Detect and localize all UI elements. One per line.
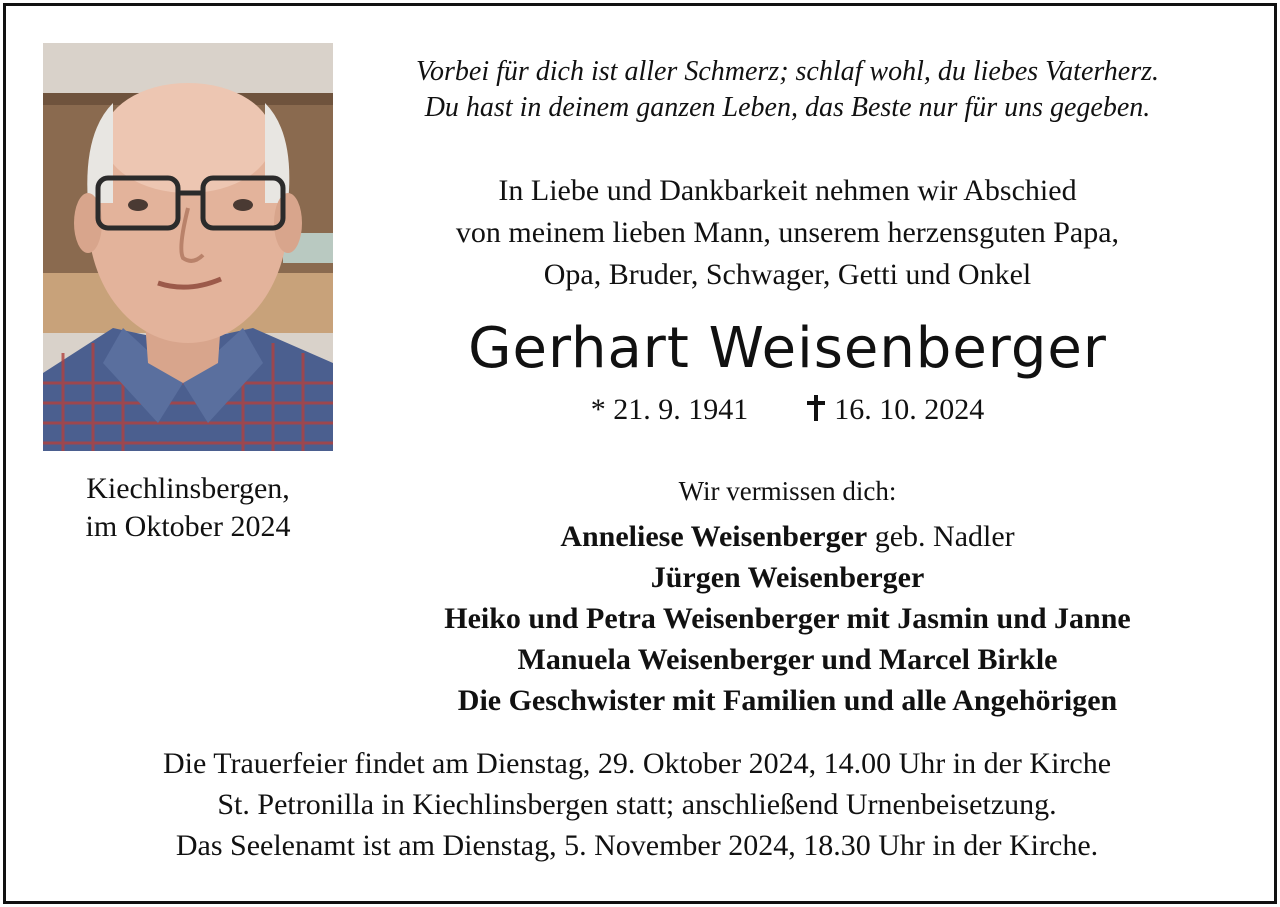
portrait-photo bbox=[43, 43, 333, 451]
family-member: Jürgen Weisenberger bbox=[650, 561, 925, 594]
family-line bbox=[345, 557, 1230, 598]
family-line bbox=[345, 598, 1230, 639]
family-heading: Wir vermissen dich: bbox=[678, 476, 897, 506]
service-line: Das Seelenamt ist am Dienstag, 5. November 2024, 18.30 Uhr in der Kirche. bbox=[175, 829, 1099, 862]
life-dates bbox=[345, 390, 1230, 430]
death-date: 16. 10. 2024 bbox=[834, 393, 985, 426]
month-line: im Oktober 2024 bbox=[85, 510, 291, 543]
spouse-maiden-name: geb. Nadler bbox=[867, 520, 1015, 553]
deceased-name: Gerhart Weisenberger bbox=[468, 316, 1107, 381]
service-information bbox=[12, 743, 1262, 866]
intro-line: In Liebe und Dankbarkeit nehmen wir Abschied bbox=[498, 174, 1077, 207]
intro-line: Opa, Bruder, Schwager, Getti und Onkel bbox=[543, 258, 1032, 291]
farewell-intro bbox=[345, 170, 1230, 296]
poem-line: Vorbei für dich ist aller Schmerz; schlaf wohl, du liebes Vaterherz. bbox=[416, 56, 1159, 87]
portrait-image bbox=[43, 43, 333, 451]
place-line: Kiechlinsbergen, bbox=[86, 472, 290, 505]
family-member: Die Geschwister mit Familien und alle Angehörigen bbox=[457, 684, 1118, 717]
family-line bbox=[345, 680, 1230, 721]
place-and-date bbox=[43, 470, 333, 546]
family-line bbox=[345, 516, 1230, 557]
service-line: Die Trauerfeier findet am Dienstag, 29. Oktober 2024, 14.00 Uhr in der Kirche bbox=[162, 747, 1112, 780]
family-list bbox=[345, 516, 1230, 721]
family-member: Heiko und Petra Weisenberger mit Jasmin und Janne bbox=[444, 602, 1131, 635]
service-line: St. Petronilla in Kiechlinsbergen statt; anschließend Urnenbeisetzung. bbox=[217, 788, 1057, 821]
memorial-poem bbox=[345, 54, 1230, 126]
intro-line: von meinem lieben Mann, unserem herzensguten Papa, bbox=[455, 216, 1120, 249]
cross-icon bbox=[806, 395, 826, 421]
poem-line: Du hast in deinem ganzen Leben, das Beste nur für uns gegeben. bbox=[424, 92, 1151, 123]
family-member: Manuela Weisenberger und Marcel Birkle bbox=[517, 643, 1058, 676]
birth-date: * 21. 9. 1941 bbox=[590, 393, 749, 426]
family-line bbox=[345, 639, 1230, 680]
spouse-name: Anneliese Weisenberger bbox=[560, 520, 868, 553]
